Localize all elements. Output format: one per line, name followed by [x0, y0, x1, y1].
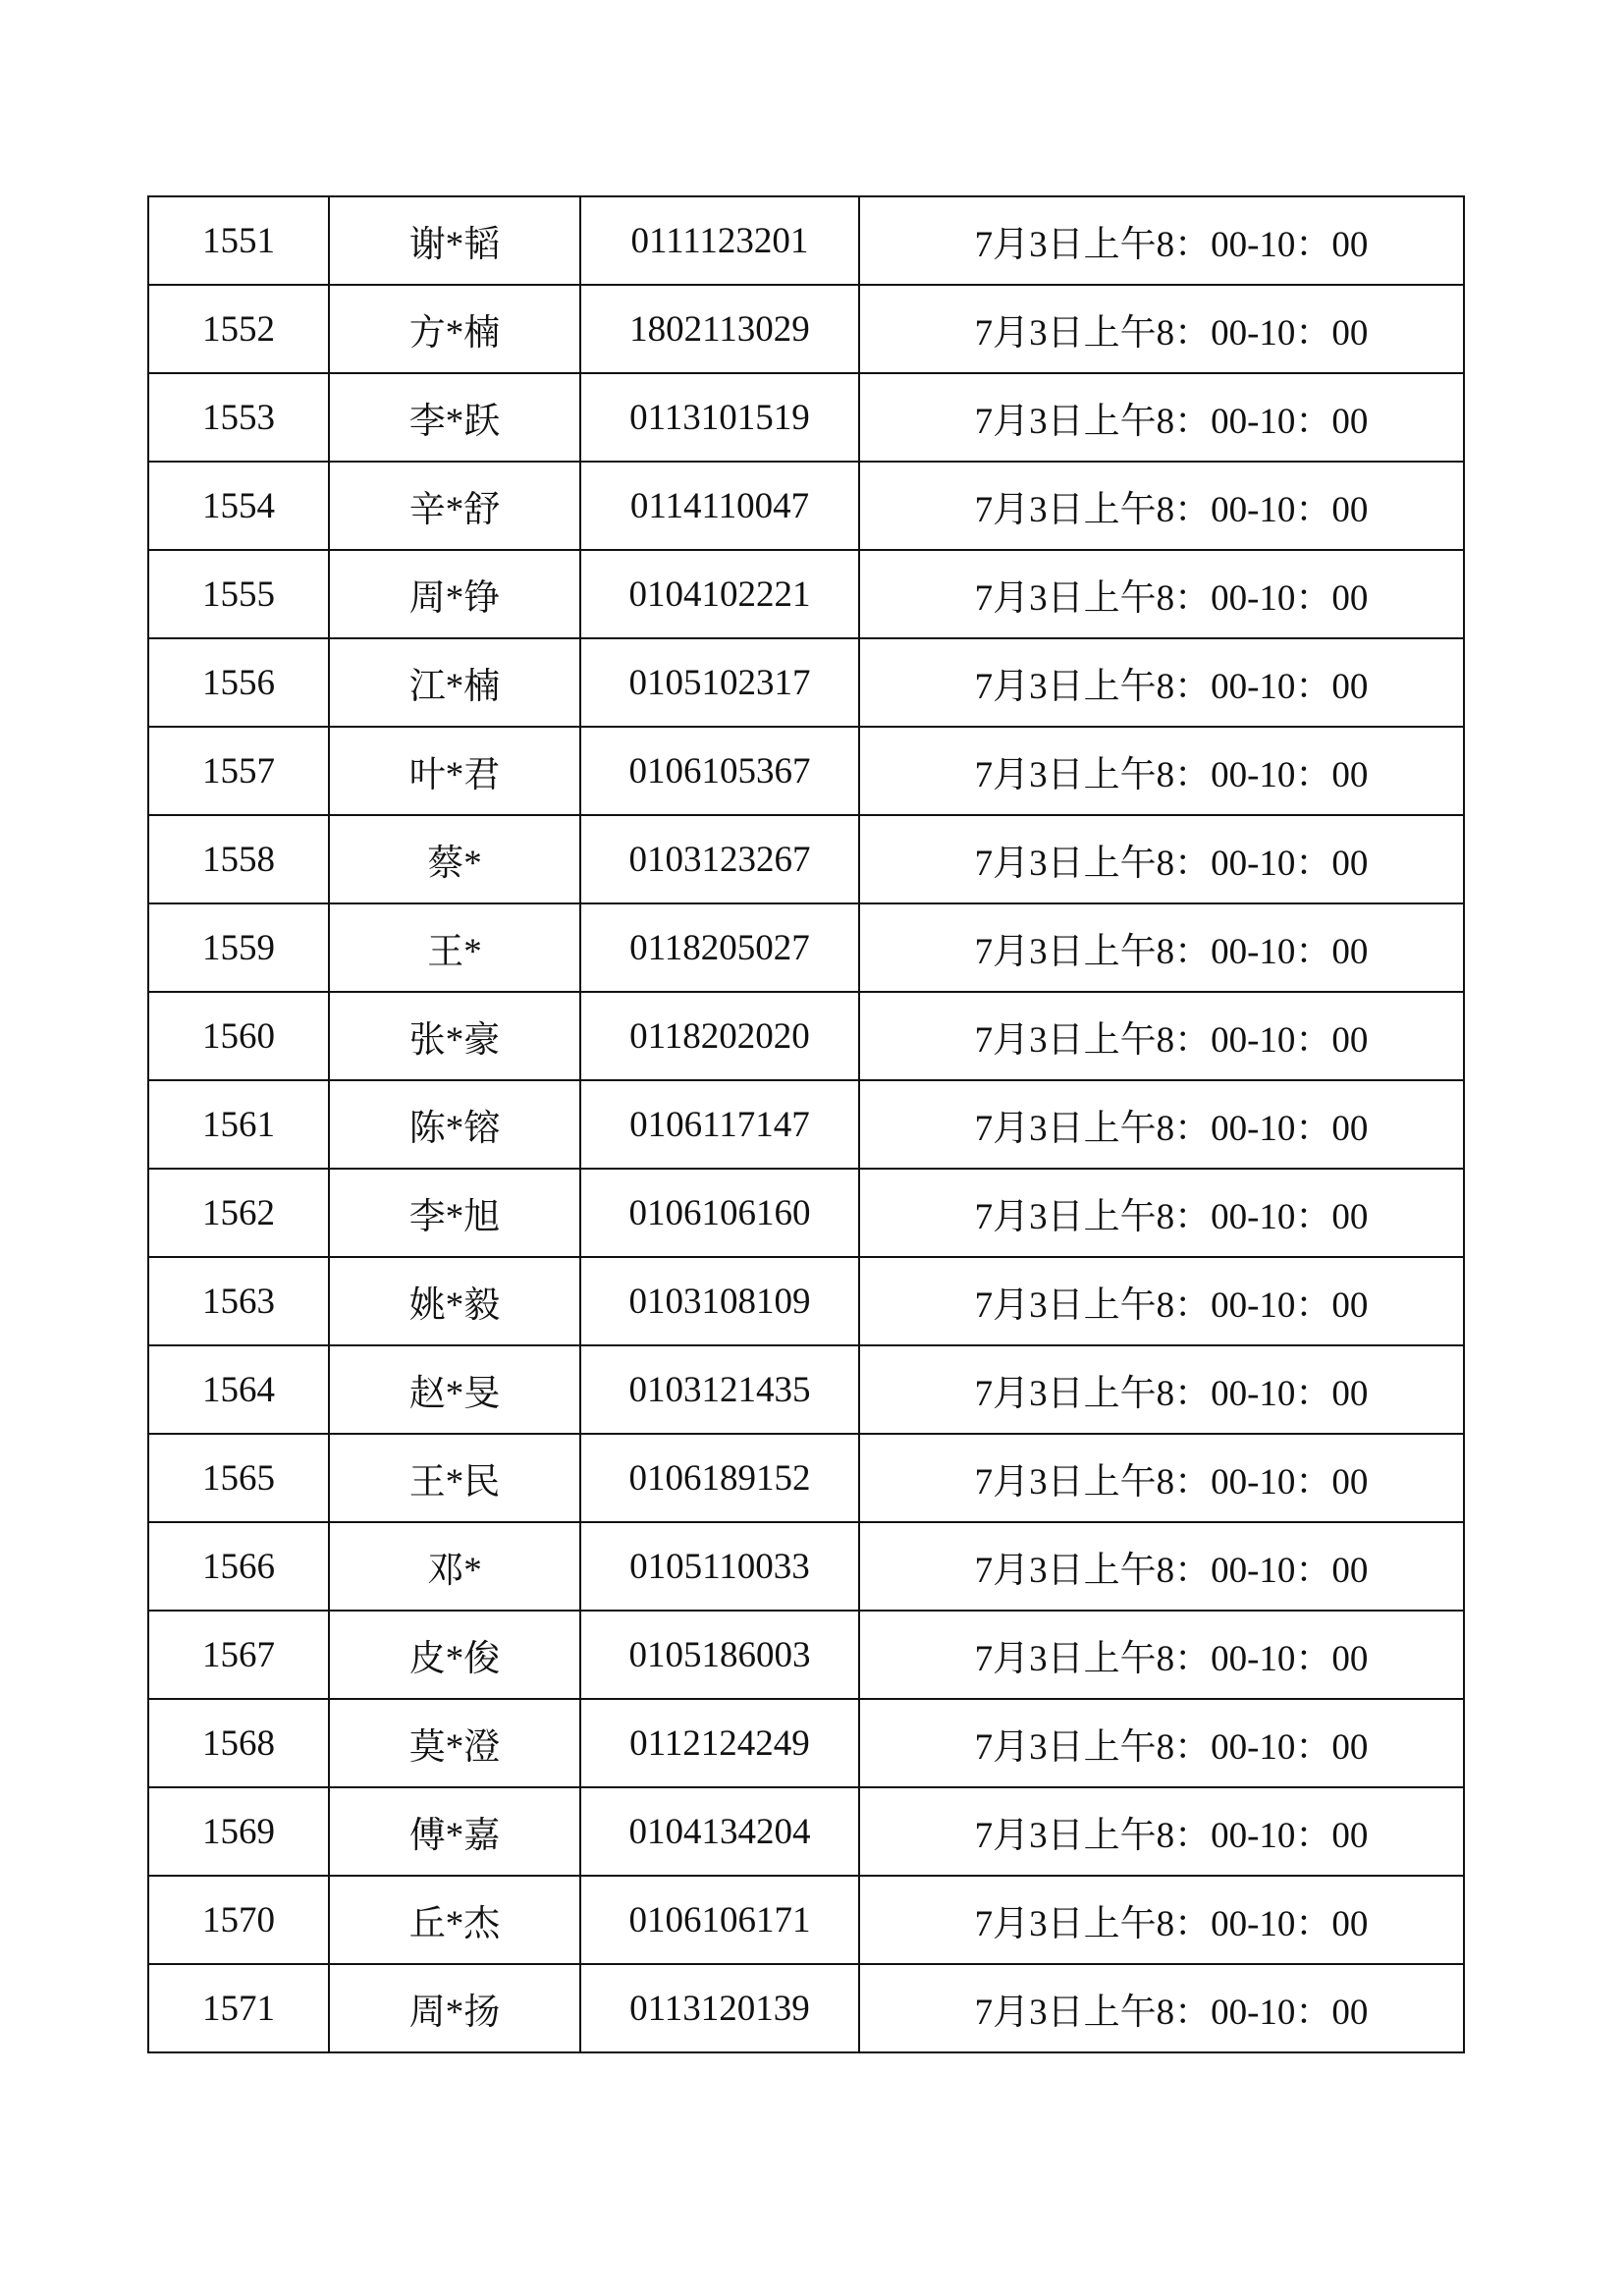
seq-number-cell: 1562 [148, 1169, 329, 1257]
candidate-name-cell: 王*民 [329, 1434, 580, 1522]
table-row [148, 550, 1464, 638]
session-time-cell: 7月3日上午8：00-10：00 [859, 1345, 1464, 1434]
candidate-name-cell: 叶*君 [329, 727, 580, 815]
candidate-name-cell: 丘*杰 [329, 1876, 580, 1964]
table-row [148, 285, 1464, 373]
seq-number-cell: 1559 [148, 903, 329, 992]
candidate-name-cell: 邓* [329, 1522, 580, 1611]
candidate-id-cell: 0113101519 [580, 373, 859, 462]
session-time-cell: 7月3日上午8：00-10：00 [859, 727, 1464, 815]
table-row [148, 1434, 1464, 1522]
session-time-cell: 7月3日上午8：00-10：00 [859, 1522, 1464, 1611]
candidate-id-cell: 0118205027 [580, 903, 859, 992]
candidate-id-cell: 0111123201 [580, 196, 859, 285]
candidate-name-cell: 皮*俊 [329, 1611, 580, 1699]
seq-number-cell: 1556 [148, 638, 329, 727]
roster-table [147, 195, 1465, 2053]
candidate-name-cell: 江*楠 [329, 638, 580, 727]
table-row [148, 1876, 1464, 1964]
seq-number-cell: 1563 [148, 1257, 329, 1345]
seq-number-cell: 1570 [148, 1876, 329, 1964]
seq-number-cell: 1571 [148, 1964, 329, 2052]
candidate-name-cell: 谢*韬 [329, 196, 580, 285]
session-time-cell: 7月3日上午8：00-10：00 [859, 1964, 1464, 2052]
candidate-id-cell: 0106106160 [580, 1169, 859, 1257]
candidate-id-cell: 1802113029 [580, 285, 859, 373]
session-time-cell: 7月3日上午8：00-10：00 [859, 462, 1464, 550]
seq-number-cell: 1567 [148, 1611, 329, 1699]
table-row [148, 373, 1464, 462]
table-row [148, 1169, 1464, 1257]
seq-number-cell: 1566 [148, 1522, 329, 1611]
candidate-id-cell: 0106117147 [580, 1080, 859, 1169]
seq-number-cell: 1555 [148, 550, 329, 638]
session-time-cell: 7月3日上午8：00-10：00 [859, 373, 1464, 462]
table-row [148, 196, 1464, 285]
candidate-name-cell: 傅*嘉 [329, 1787, 580, 1876]
candidate-name-cell: 辛*舒 [329, 462, 580, 550]
table-row [148, 1257, 1464, 1345]
session-time-cell: 7月3日上午8：00-10：00 [859, 1080, 1464, 1169]
candidate-id-cell: 0103121435 [580, 1345, 859, 1434]
session-time-cell: 7月3日上午8：00-10：00 [859, 638, 1464, 727]
candidate-name-cell: 莫*澄 [329, 1699, 580, 1787]
candidate-name-cell: 蔡* [329, 815, 580, 903]
candidate-name-cell: 陈*镕 [329, 1080, 580, 1169]
session-time-cell: 7月3日上午8：00-10：00 [859, 1257, 1464, 1345]
candidate-id-cell: 0105110033 [580, 1522, 859, 1611]
candidate-name-cell: 张*豪 [329, 992, 580, 1080]
table-row [148, 1080, 1464, 1169]
seq-number-cell: 1552 [148, 285, 329, 373]
session-time-cell: 7月3日上午8：00-10：00 [859, 1876, 1464, 1964]
seq-number-cell: 1551 [148, 196, 329, 285]
table-row [148, 1345, 1464, 1434]
session-time-cell: 7月3日上午8：00-10：00 [859, 1699, 1464, 1787]
session-time-cell: 7月3日上午8：00-10：00 [859, 1169, 1464, 1257]
table-row [148, 462, 1464, 550]
candidate-name-cell: 王* [329, 903, 580, 992]
candidate-name-cell: 方*楠 [329, 285, 580, 373]
candidate-name-cell: 李*旭 [329, 1169, 580, 1257]
roster-table-body [148, 196, 1464, 2052]
table-row [148, 638, 1464, 727]
seq-number-cell: 1560 [148, 992, 329, 1080]
candidate-name-cell: 李*跃 [329, 373, 580, 462]
table-row [148, 1699, 1464, 1787]
seq-number-cell: 1568 [148, 1699, 329, 1787]
candidate-id-cell: 0106189152 [580, 1434, 859, 1522]
table-row [148, 903, 1464, 992]
candidate-id-cell: 0104134204 [580, 1787, 859, 1876]
candidate-name-cell: 周*扬 [329, 1964, 580, 2052]
table-row [148, 1611, 1464, 1699]
candidate-id-cell: 0104102221 [580, 550, 859, 638]
session-time-cell: 7月3日上午8：00-10：00 [859, 1611, 1464, 1699]
seq-number-cell: 1554 [148, 462, 329, 550]
seq-number-cell: 1569 [148, 1787, 329, 1876]
candidate-id-cell: 0118202020 [580, 992, 859, 1080]
seq-number-cell: 1553 [148, 373, 329, 462]
candidate-id-cell: 0105186003 [580, 1611, 859, 1699]
candidate-name-cell: 姚*毅 [329, 1257, 580, 1345]
candidate-id-cell: 0106106171 [580, 1876, 859, 1964]
candidate-id-cell: 0113120139 [580, 1964, 859, 2052]
seq-number-cell: 1558 [148, 815, 329, 903]
table-row [148, 1522, 1464, 1611]
candidate-id-cell: 0106105367 [580, 727, 859, 815]
session-time-cell: 7月3日上午8：00-10：00 [859, 1434, 1464, 1522]
candidate-id-cell: 0105102317 [580, 638, 859, 727]
seq-number-cell: 1564 [148, 1345, 329, 1434]
candidate-name-cell: 赵*旻 [329, 1345, 580, 1434]
table-row [148, 992, 1464, 1080]
candidate-id-cell: 0114110047 [580, 462, 859, 550]
session-time-cell: 7月3日上午8：00-10：00 [859, 285, 1464, 373]
table-row [148, 1964, 1464, 2052]
candidate-name-cell: 周*铮 [329, 550, 580, 638]
session-time-cell: 7月3日上午8：00-10：00 [859, 196, 1464, 285]
session-time-cell: 7月3日上午8：00-10：00 [859, 815, 1464, 903]
candidate-id-cell: 0103108109 [580, 1257, 859, 1345]
seq-number-cell: 1565 [148, 1434, 329, 1522]
session-time-cell: 7月3日上午8：00-10：00 [859, 550, 1464, 638]
candidate-id-cell: 0112124249 [580, 1699, 859, 1787]
seq-number-cell: 1561 [148, 1080, 329, 1169]
table-row [148, 815, 1464, 903]
table-row [148, 727, 1464, 815]
seq-number-cell: 1557 [148, 727, 329, 815]
session-time-cell: 7月3日上午8：00-10：00 [859, 992, 1464, 1080]
candidate-id-cell: 0103123267 [580, 815, 859, 903]
table-row [148, 1787, 1464, 1876]
session-time-cell: 7月3日上午8：00-10：00 [859, 1787, 1464, 1876]
session-time-cell: 7月3日上午8：00-10：00 [859, 903, 1464, 992]
